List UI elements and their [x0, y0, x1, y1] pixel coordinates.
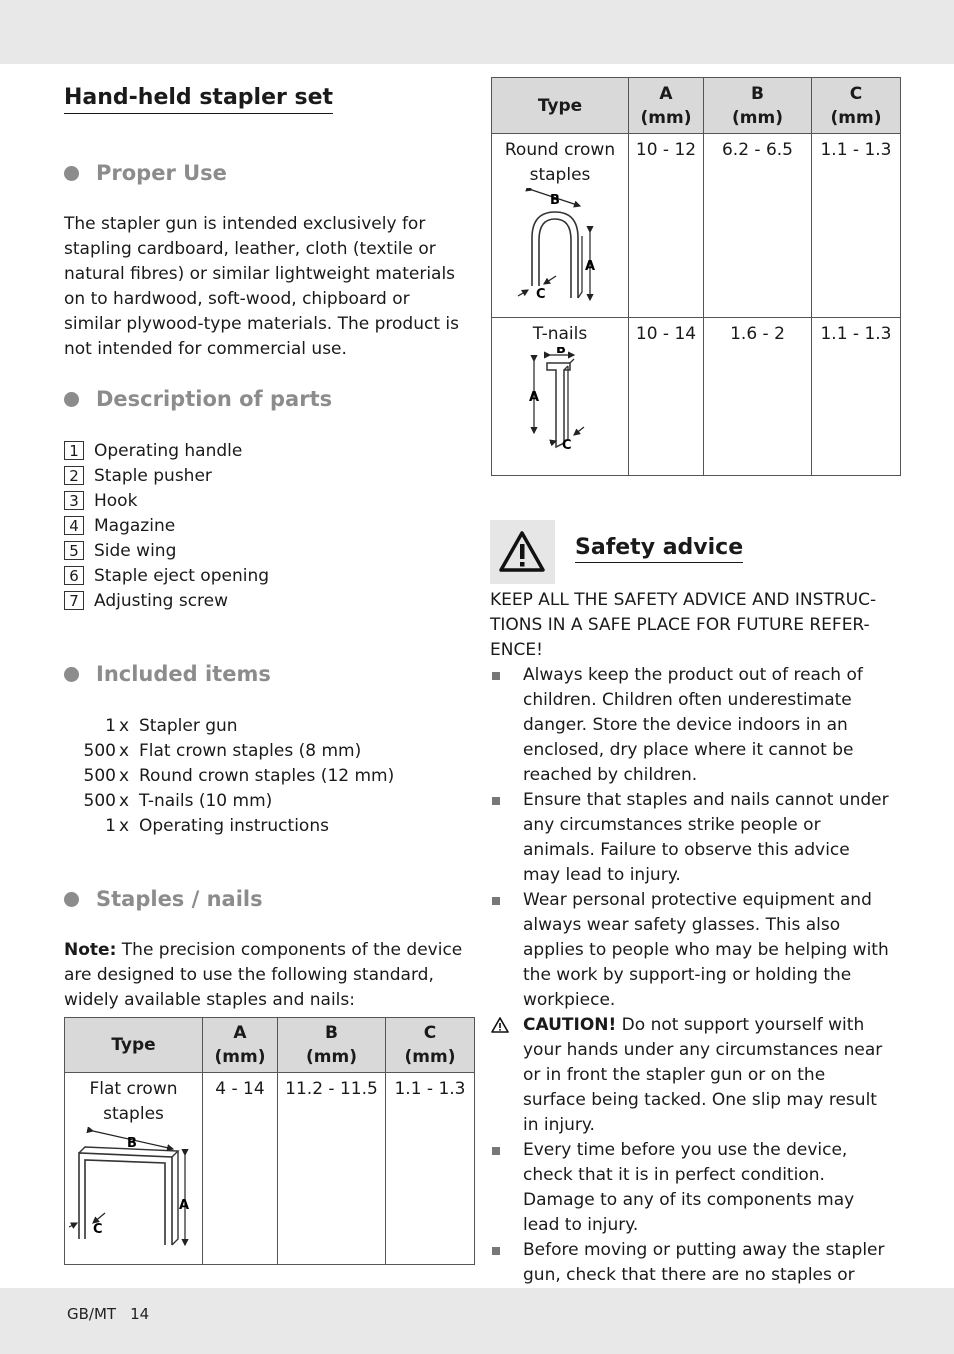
- table-row: [65, 1073, 475, 1265]
- section-heading-text: Description of parts: [96, 387, 333, 411]
- label-b: B: [550, 193, 560, 208]
- part-item: [64, 438, 269, 463]
- table-header-a: [629, 78, 704, 134]
- value-c: 1.1 - 1.3: [386, 1073, 475, 1265]
- safety-item-caution: [490, 1013, 892, 1138]
- page-number: 14: [130, 1305, 150, 1323]
- safety-item-text: Before moving or putting away the stapler gun, check that there are no staples or: [523, 1240, 885, 1285]
- square-bullet-icon: [492, 1147, 500, 1155]
- header-letter: B: [751, 83, 764, 104]
- safety-title: Safety advice: [575, 534, 743, 563]
- bullet-dot-icon: [64, 667, 79, 682]
- section-heading-proper-use: [64, 159, 227, 187]
- type-name: Flat crown: [89, 1079, 178, 1099]
- part-number: 7: [64, 591, 84, 610]
- label-c: C: [92, 1222, 103, 1237]
- part-item: [64, 463, 269, 488]
- round-crown-staple-icon: [510, 188, 610, 306]
- label-c: C: [536, 287, 546, 302]
- header-letter: B: [325, 1023, 338, 1043]
- safety-item-text: Always keep the product out of reach of children. Children often underestimate danger. Store the device indoors in an enclosed, dry place where it cannot be reached by children.: [523, 665, 863, 785]
- safety-item-text: Every time before you use the device, check that it is in perfect condition. Damage to any of its components may lead to injury.: [523, 1140, 855, 1235]
- caution-triangle-icon: [490, 1016, 510, 1034]
- warning-triangle-icon: [490, 520, 555, 584]
- note-text: The precision components of the device are designed to use the following standard, widely available staples and nails:: [64, 940, 463, 1010]
- bullet-dot-icon: [64, 166, 79, 181]
- item-quantity: 1: [105, 715, 116, 736]
- table-header-c: [812, 78, 901, 134]
- safety-item-text: Ensure that staples and nails cannot under any circumstances strike people or animals. Failure to observe this advice may lead to injury.: [523, 790, 889, 885]
- square-bullet-icon: [492, 1247, 500, 1255]
- item-description: Stapler gun: [139, 715, 238, 736]
- section-heading-description: [64, 385, 332, 413]
- part-label: Magazine: [94, 515, 176, 536]
- label-c: C: [562, 438, 572, 453]
- staples-table-left: [64, 1017, 475, 1265]
- item-quantity: 500: [83, 790, 116, 811]
- part-number: 1: [64, 441, 84, 460]
- safety-item: [490, 788, 892, 888]
- included-item: [64, 788, 394, 813]
- bullet-dot-icon: [64, 392, 79, 407]
- square-bullet-icon: [492, 897, 500, 905]
- part-label: Staple pusher: [94, 465, 212, 486]
- table-header-b: [704, 78, 812, 134]
- included-item: [64, 713, 394, 738]
- value-c: 1.1 - 1.3: [812, 134, 901, 318]
- header-unit: (mm): [830, 107, 882, 128]
- item-description: Round crown staples (12 mm): [139, 765, 395, 786]
- part-item: [64, 538, 269, 563]
- proper-use-paragraph: The stapler gun is intended exclusively for stapling cardboard, leather, cloth (textile or natural fibres) or similar lightweight materials on to hardwood, soft-wood, chipboard or similar plywood-type materials. The product is not intended for commercial use.: [64, 214, 459, 359]
- safety-item: [490, 888, 892, 1013]
- included-item: [64, 738, 394, 763]
- safety-advice-list: [490, 663, 892, 1313]
- part-item: [64, 588, 269, 613]
- note-label: Note:: [64, 940, 117, 960]
- item-times: x: [119, 765, 130, 786]
- included-item: [64, 763, 394, 788]
- header-letter: C: [423, 1023, 437, 1043]
- page-title: Hand-held stapler set: [64, 84, 333, 114]
- type-name-line2: staples: [529, 165, 591, 185]
- item-times: x: [119, 815, 130, 836]
- safety-item: [490, 663, 892, 788]
- label-a: A: [529, 390, 540, 405]
- safety-intro: KEEP ALL THE SAFETY ADVICE AND INSTRUC-TIONS IN A SAFE PLACE FOR FUTURE REFER-ENCE!: [490, 590, 877, 660]
- section-heading-text: Staples / nails: [96, 887, 263, 911]
- header-unit: (mm): [732, 107, 783, 128]
- parts-list: [64, 438, 269, 613]
- part-item: [64, 513, 269, 538]
- section-heading-text: Proper Use: [96, 161, 227, 185]
- type-cell: [492, 318, 629, 476]
- header-unit: (mm): [306, 1047, 357, 1067]
- flat-crown-staple-icon: [69, 1127, 199, 1255]
- header-unit: (mm): [214, 1047, 266, 1067]
- caution-label: CAUTION!: [523, 1015, 617, 1035]
- part-label: Side wing: [94, 540, 177, 561]
- bullet-dot-icon: [64, 892, 79, 907]
- header-band: [0, 0, 954, 64]
- value-a: 4 - 14: [203, 1073, 278, 1265]
- section-heading-text: Included items: [96, 662, 271, 686]
- part-item: [64, 563, 269, 588]
- label-a: A: [585, 259, 596, 274]
- type-name-line2: staples: [103, 1104, 164, 1124]
- section-heading-included: [64, 660, 271, 688]
- type-cell: [65, 1073, 203, 1265]
- safety-item-text: Do not support yourself with your hands under any circumstances near or in front the stapler gun or on the surface being tacked. One slip may result in injury.: [523, 1015, 883, 1135]
- table-row: [492, 134, 901, 318]
- type-cell: [492, 134, 629, 318]
- included-items-list: [64, 713, 394, 838]
- header-letter: A: [659, 83, 673, 104]
- table-header-b: [278, 1018, 386, 1073]
- table-row: [492, 318, 901, 476]
- item-quantity: 500: [83, 740, 116, 761]
- footer: [67, 1305, 163, 1323]
- warning-icon-box: [490, 520, 555, 584]
- header-unit: (mm): [640, 107, 692, 128]
- item-times: x: [119, 715, 130, 736]
- safety-item-text: Wear personal protective equipment and always wear safety glasses. This also applies to people who may be helping with the work by support-ing or holding the workpiece.: [523, 890, 889, 1010]
- part-label: Operating handle: [94, 440, 243, 461]
- table-header-type: Type: [65, 1018, 203, 1073]
- header-unit: (mm): [404, 1047, 456, 1067]
- part-number: 4: [64, 516, 84, 535]
- staples-table-right: [491, 77, 901, 476]
- footer-region: GB/MT: [67, 1305, 117, 1323]
- part-number: 3: [64, 491, 84, 510]
- safety-item: [490, 1138, 892, 1238]
- table-header-a: [203, 1018, 278, 1073]
- label-a: A: [178, 1198, 189, 1213]
- value-c: 1.1 - 1.3: [812, 318, 901, 476]
- item-times: x: [119, 740, 130, 761]
- value-b: 1.6 - 2: [704, 318, 812, 476]
- part-number: 5: [64, 541, 84, 560]
- part-label: Staple eject opening: [94, 565, 270, 586]
- header-letter: C: [849, 83, 863, 104]
- value-a: 10 - 14: [629, 318, 704, 476]
- value-a: 10 - 12: [629, 134, 704, 318]
- value-b: 6.2 - 6.5: [704, 134, 812, 318]
- item-times: x: [119, 790, 130, 811]
- section-heading-staples: [64, 885, 263, 913]
- part-label: Hook: [94, 490, 138, 511]
- item-quantity: 1: [105, 815, 116, 836]
- square-bullet-icon: [492, 672, 500, 680]
- label-b: B: [556, 347, 566, 357]
- item-quantity: 500: [83, 765, 116, 786]
- note-paragraph: [64, 938, 466, 1013]
- item-description: T-nails (10 mm): [139, 790, 273, 811]
- table-header-c: [386, 1018, 475, 1073]
- part-number: 6: [64, 566, 84, 585]
- item-description: Flat crown staples (8 mm): [139, 740, 362, 761]
- square-bullet-icon: [492, 797, 500, 805]
- part-number: 2: [64, 466, 84, 485]
- part-item: [64, 488, 269, 513]
- header-letter: A: [233, 1023, 247, 1043]
- item-description: Operating instructions: [139, 815, 329, 836]
- part-label: Adjusting screw: [94, 590, 229, 611]
- type-name: T-nails: [532, 324, 588, 344]
- value-b: 11.2 - 11.5: [278, 1073, 386, 1265]
- t-nail-icon: [510, 347, 610, 457]
- included-item: [64, 813, 394, 838]
- type-name: Round crown: [504, 140, 616, 160]
- label-b: B: [126, 1136, 137, 1151]
- table-header-type: Type: [492, 78, 629, 134]
